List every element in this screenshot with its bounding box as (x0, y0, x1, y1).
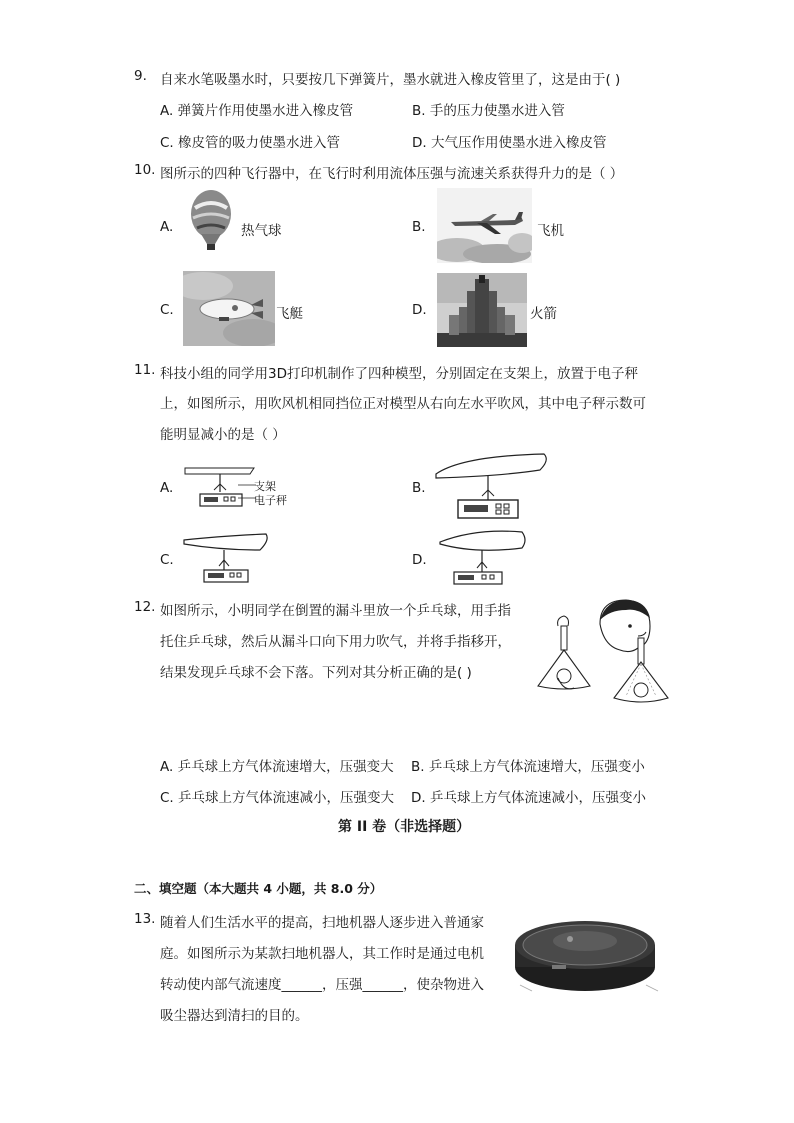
section-2-title: 二、填空题（本大题共 4 小题，共 8.0 分） (134, 881, 383, 896)
q9-option-d: D. 大气压作用使墨水进入橡皮管 (412, 135, 607, 151)
q10-option-b-label: B. (412, 219, 426, 235)
q11-option-c-label: C. (160, 552, 174, 568)
q12-stem-line-2: 托住乒乓球，然后从漏斗口向下用力吹气，并将手指移开， (160, 634, 511, 650)
q12-option-a: A. 乒乓球上方气体流速增大，压强变大 (160, 759, 394, 775)
model-c-inverted-wing-figure (180, 530, 272, 586)
q11-stem-line-3: 能明显减小的是（ ） (160, 427, 286, 443)
q11-option-b-label: B. (412, 480, 426, 496)
airplane-image (437, 188, 532, 263)
q10-stem: 图所示的四种飞行器中，在飞行时利用流体压强与流速关系获得升力的是（ ） (160, 166, 624, 182)
airship-image (183, 271, 275, 346)
q13-stem-line-1: 随着人们生活水平的提高，扫地机器人逐步进入普通家 (160, 915, 484, 931)
q13-number: 13. (134, 911, 156, 927)
q11-stem-line-1: 科技小组的同学用3D打印机制作了四种模型，分别固定在支架上，放置于电子秤 (160, 366, 638, 382)
funnel-ping-pong-figure (534, 596, 670, 708)
q12-stem-line-3: 结果发现乒乓球不会下落。下列对其分析正确的是( ) (160, 665, 472, 681)
q12-option-d: D. 乒乓球上方气体流速减小，压强变小 (411, 790, 646, 806)
q13-stem-line-4: 吸尘器达到清扫的目的。 (160, 1008, 309, 1024)
q9-stem: 自来水笔吸墨水时，只要按几下弹簧片，墨水就进入橡皮管里了，这是由于( ) (160, 72, 621, 88)
q9-option-c: C. 橡皮管的吸力使墨水进入管 (160, 135, 341, 151)
robot-vacuum-image (512, 907, 662, 995)
q10-number: 10. (134, 162, 156, 178)
q13-stem-line-3: 转动使内部气流速度______，压强______，使杂物进入 (160, 977, 484, 993)
q9-number: 9. (134, 68, 147, 84)
q9-option-a: A. 弹簧片作用使墨水进入橡皮管 (160, 103, 354, 119)
q12-number: 12. (134, 599, 156, 615)
q12-option-c: C. 乒乓球上方气体流速减小，压强变大 (160, 790, 395, 806)
q11-stem-line-2: 上，如图所示，用吹风机相同挡位正对模型从右向左水平吹风，其中电子秤示数可 (160, 396, 646, 412)
part-2-title: 第 II 卷（非选择题） (338, 819, 471, 835)
q10-option-d-label: D. (412, 302, 427, 318)
q11-number: 11. (134, 362, 156, 378)
q10-caption-d: 火箭 (530, 306, 557, 322)
q10-option-c-label: C. (160, 302, 174, 318)
model-d-symmetric-wing-figure (436, 528, 532, 588)
hot-air-balloon-image (185, 188, 237, 260)
q11-option-d-label: D. (412, 552, 427, 568)
q12-option-b: B. 乒乓球上方气体流速增大，压强变小 (411, 759, 645, 775)
q10-caption-b: 飞机 (537, 223, 564, 239)
q12-stem-line-1: 如图所示，小明同学在倒置的漏斗里放一个乒乓球，用手指 (160, 603, 511, 619)
callout-scale-label: 电子秤 (254, 494, 287, 507)
q10-caption-a: 热气球 (241, 223, 282, 239)
model-b-wing-figure (432, 452, 552, 524)
q10-caption-c: 飞艇 (276, 306, 303, 322)
callout-stand-label: 支架 (254, 480, 276, 493)
q10-option-a-label: A. (160, 219, 174, 235)
rocket-image (437, 273, 527, 347)
q11-option-a-label: A. (160, 480, 174, 496)
q9-option-b: B. 手的压力使墨水进入管 (412, 103, 565, 119)
q13-stem-line-2: 庭。如图所示为某款扫地机器人，其工作时是通过电机 (160, 946, 484, 962)
